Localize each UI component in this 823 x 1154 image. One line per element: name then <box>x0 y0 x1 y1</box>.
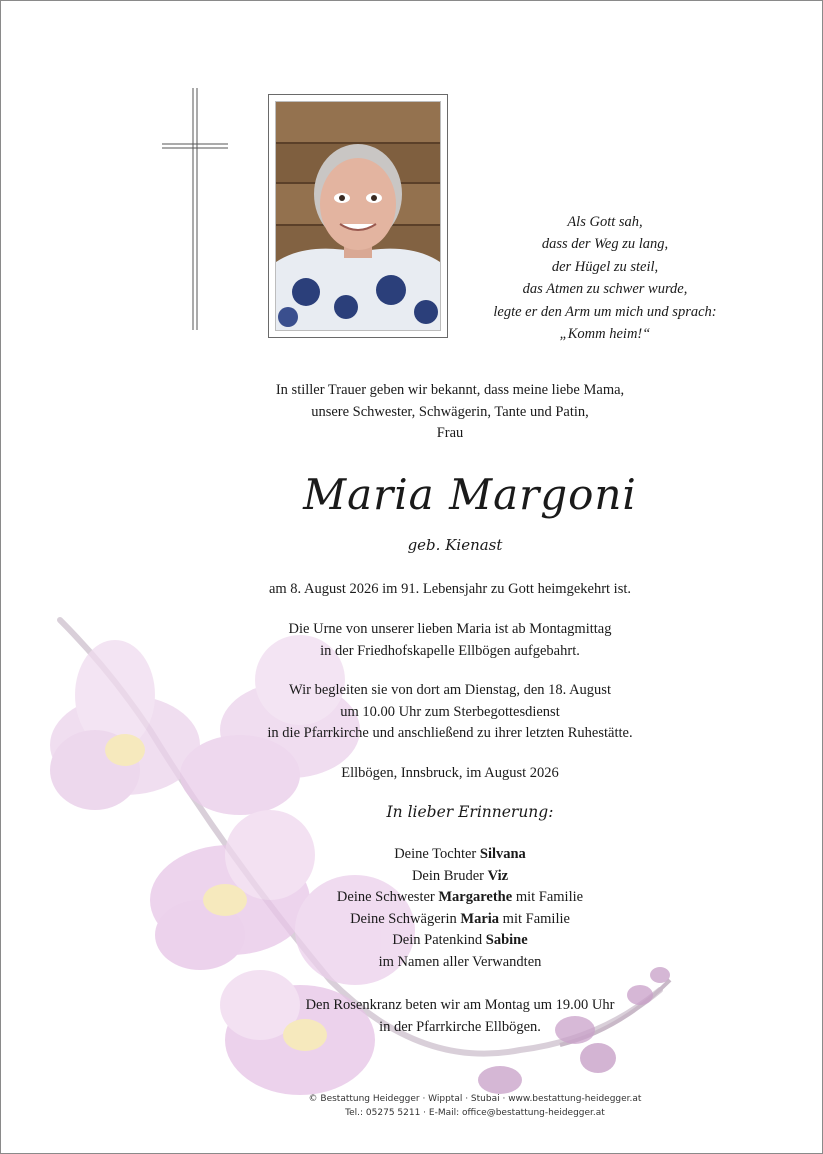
urn-line: Die Urne von unserer lieben Maria ist ab Montagmittag <box>288 621 612 637</box>
intro-line: Frau <box>436 425 464 442</box>
mourner-line: Deine Tochter Silvana <box>394 846 526 862</box>
cross-icon <box>160 88 232 333</box>
rosary-line: in der Pfarrkirche Ellbögen. <box>379 1018 541 1035</box>
mourner-line: im Namen aller Verwandten <box>378 953 542 970</box>
service-info <box>150 680 750 745</box>
poem-line: „Komm heim!“ <box>559 326 651 343</box>
memory-heading: In lieber Erinnerung: <box>386 803 554 821</box>
mourner-name: Silvana <box>479 846 526 862</box>
mourner-name: Margarethe <box>438 889 513 906</box>
rosary-info <box>180 995 740 1038</box>
footer-line-2: Tel.: 05275 5211 · E-Mail: office@bestattung-heidegger.at <box>345 1108 605 1118</box>
mourner-name: Sabine <box>485 932 528 949</box>
poem-line: Als Gott sah, <box>567 214 643 230</box>
footer-line-1: © Bestattung Heidegger · Wipptal · Stubai · www.bestattung-heidegger.at <box>308 1094 642 1104</box>
urn-line: in der Friedhofskapelle Ellbögen aufgebahrt. <box>320 642 580 659</box>
rosary-line: Den Rosenkranz beten wir am Montag um 19.00 Uhr <box>305 997 615 1013</box>
service-line: um 10.00 Uhr zum Sterbegottesdienst <box>340 703 560 720</box>
poem-line: das Atmen zu schwer wurde, <box>522 281 688 298</box>
mourners-list <box>180 844 740 974</box>
intro-text <box>180 380 720 445</box>
mourner-line: Deine Schwester Margarethe mit Familie <box>336 889 584 906</box>
mourner-line: Dein Bruder Viz <box>411 867 509 884</box>
maiden-name: geb. Kienast <box>407 536 503 554</box>
place-date: Ellbögen, Innsbruck, im August 2026 <box>341 765 559 781</box>
intro-line: In stiller Trauer geben wir bekannt, dass meine liebe Mama, <box>275 382 625 398</box>
portrait-frame <box>268 94 448 338</box>
urn-info <box>180 619 720 662</box>
poem-line: der Hügel zu steil, <box>551 258 659 275</box>
mourner-name: Viz <box>487 867 509 884</box>
poem <box>460 211 750 345</box>
service-line: Wir begleiten sie von dort am Dienstag, den 18. August <box>289 682 611 698</box>
mourner-line: Dein Patenkind Sabine <box>392 932 528 949</box>
service-line: in die Pfarrkirche und anschließend zu ihrer letzten Ruhestätte. <box>267 725 633 742</box>
mourner-line: Deine Schwägerin Maria mit Familie <box>350 910 570 927</box>
intro-line: unsere Schwester, Schwägerin, Tante und Patin, <box>311 403 589 420</box>
deceased-name: Maria Margoni <box>303 470 637 519</box>
portrait-photo <box>275 101 441 331</box>
poem-line: dass der Weg zu lang, <box>541 236 669 253</box>
poem-line: legte er den Arm um mich und sprach: <box>493 303 717 320</box>
death-announcement: am 8. August 2026 im 91. Lebensjahr zu Gott heimgekehrt ist. <box>268 581 632 597</box>
mourner-name: Maria <box>460 910 500 927</box>
footer <box>240 1092 710 1120</box>
